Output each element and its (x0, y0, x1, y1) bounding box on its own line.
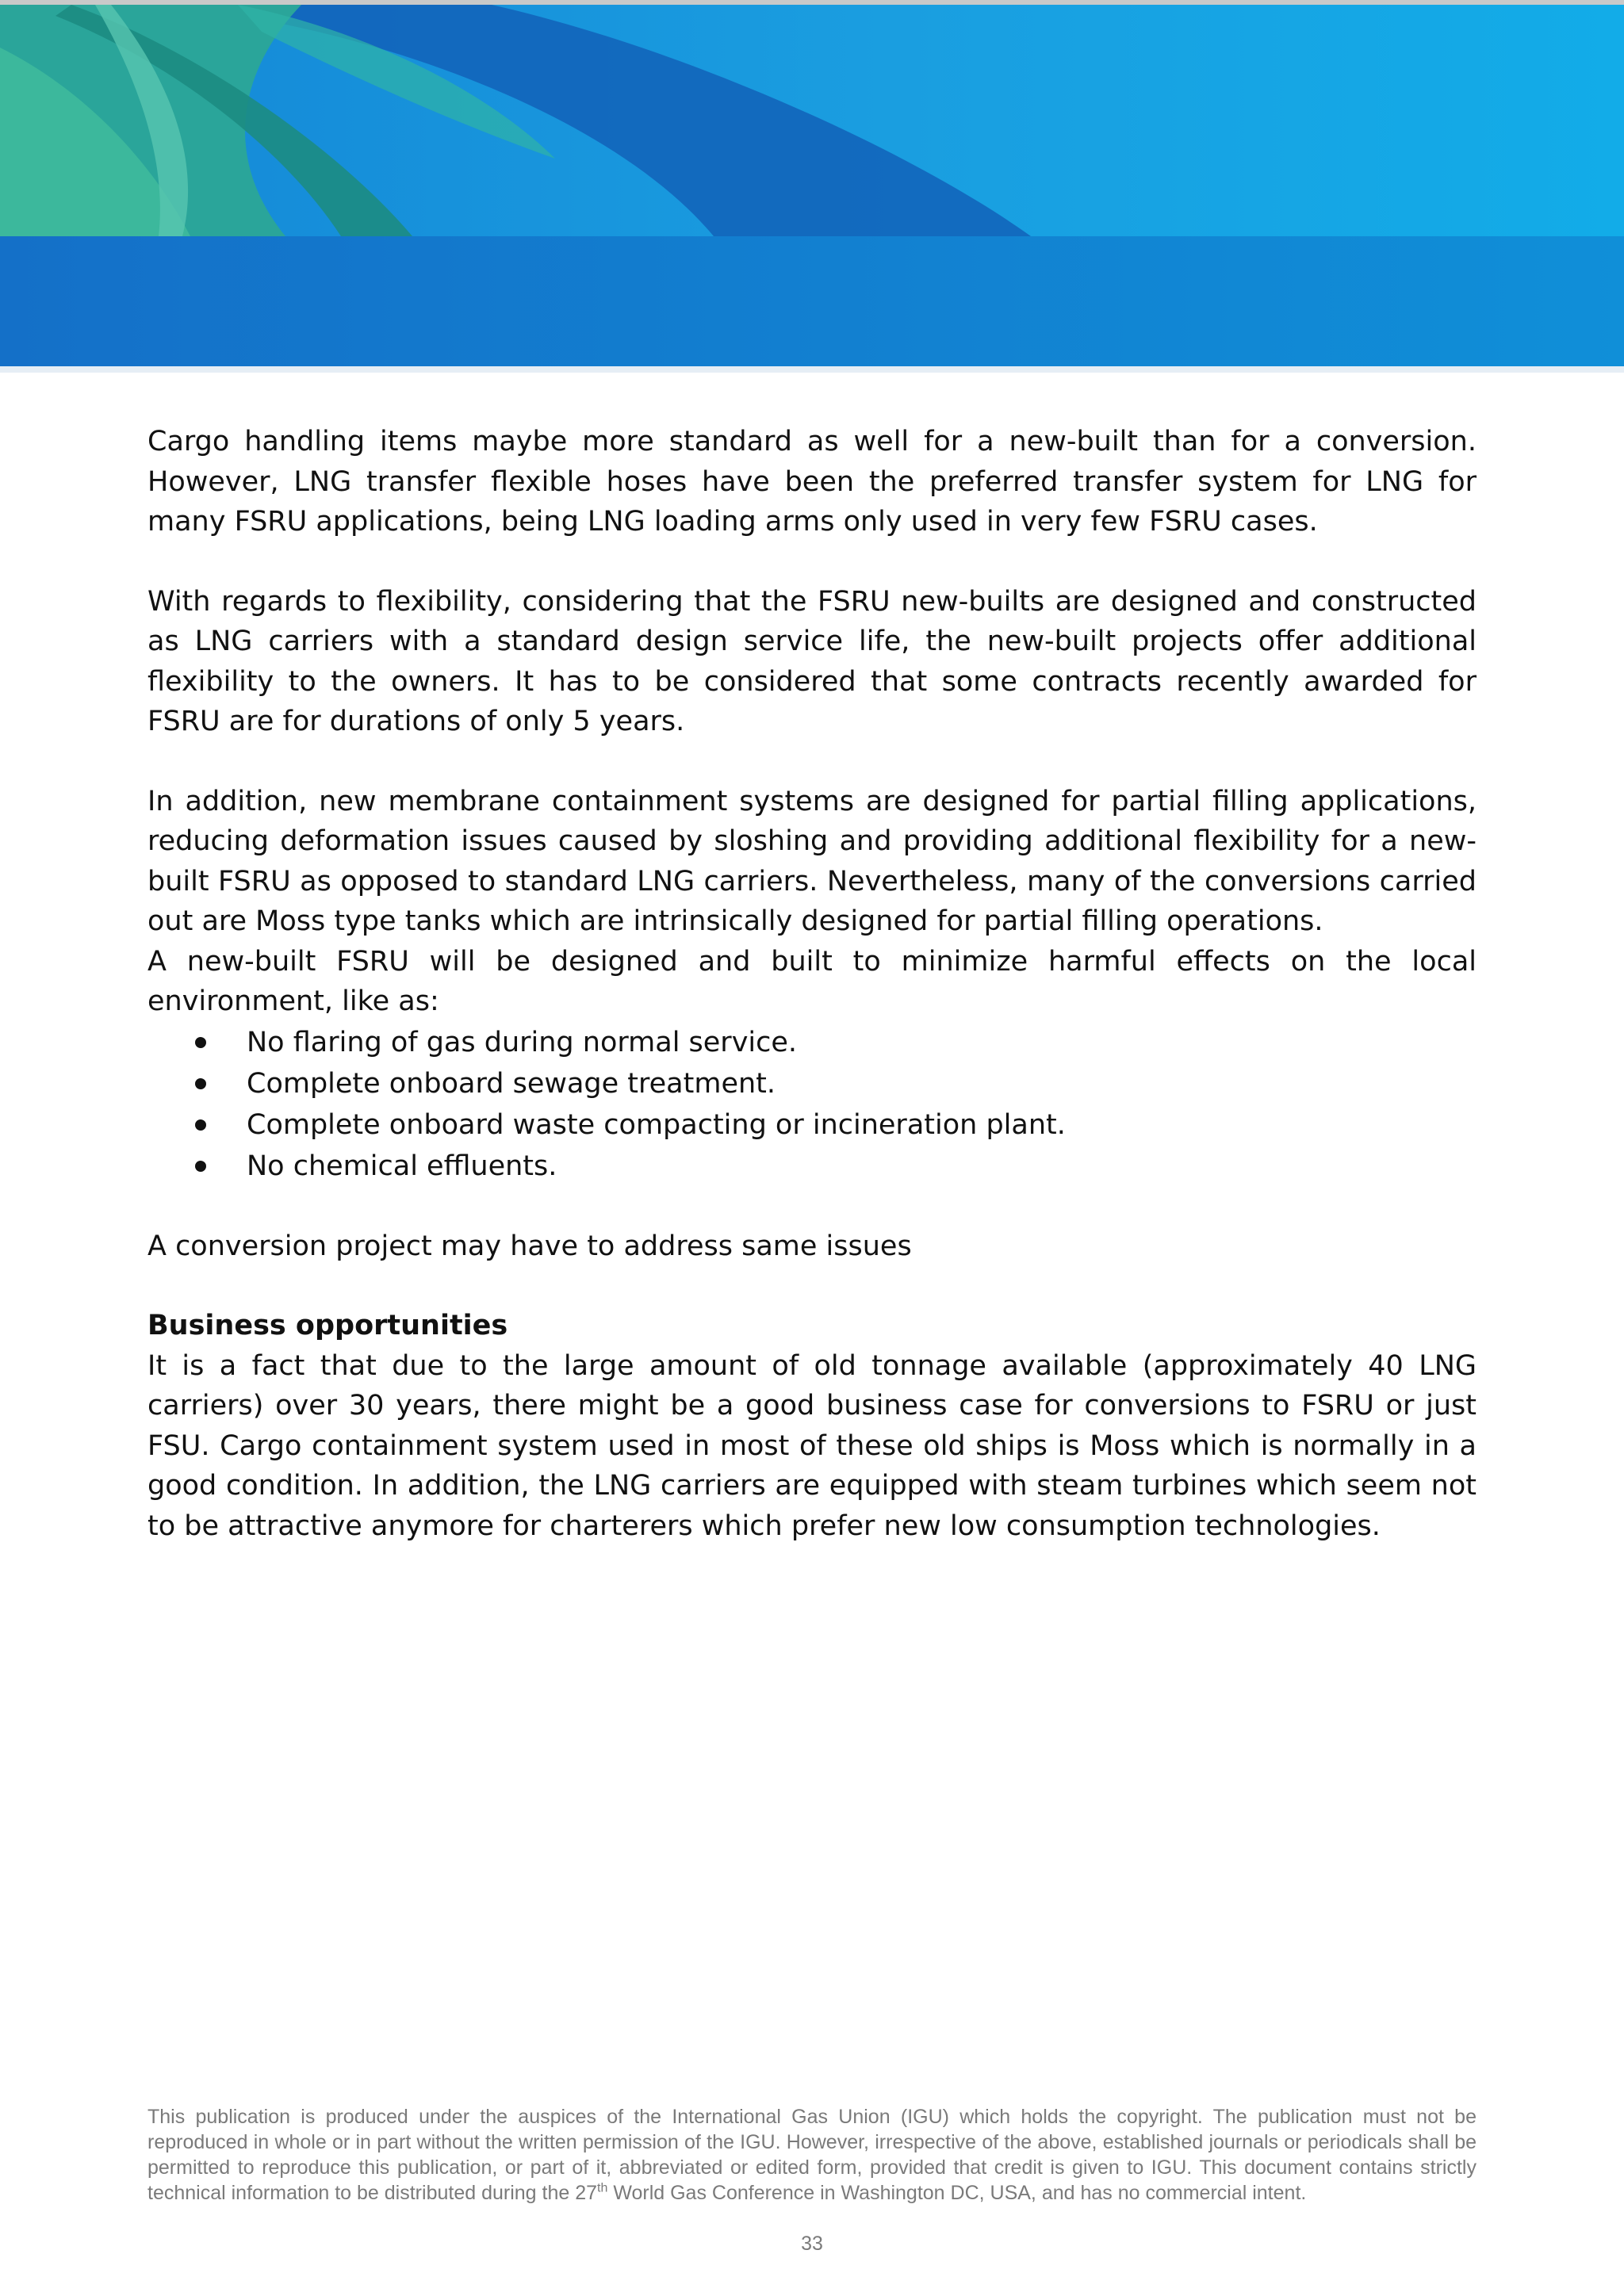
paragraph-business-case: It is a fact that due to the large amount of old tonnage available (approximately 40 LNG carriers) over 30 years, there might be a good business case for conversions to FSRU or just FSU. Cargo containment system used in most of these old ships is Moss which is normally in a good condition. In addition, the LNG carriers are equipped with steam turbines which seem not to be attractive anymore for charterers which prefer new low consumption technologies. (147, 1349, 1477, 1542)
list-item (147, 1022, 1477, 1063)
list-item-text: No flaring of gas during normal service. (247, 1026, 798, 1058)
section-heading-business-opportunities: Business opportunities (147, 1310, 508, 1341)
footer-text: This publication is produced under the auspices of the International Gas Union (IGU) which holds the copyright. The publication must not be reproduced in whole or in part without the written permission of the IGU. However, irrespective of the above, established journals or periodicals shall be permitted to reproduce this publication, or part of it, abbreviated or edited form, provided that credit is given to IGU. This document contains strictly technical information to be distributed during the 27 (147, 2106, 1477, 2204)
header-banner (0, 0, 1624, 373)
page-number: 33 (801, 2233, 823, 2255)
paragraph-conversion-project: A conversion project may have to address same issues (147, 1230, 912, 1262)
list-item-text: No chemical effluents. (247, 1150, 557, 1182)
bullet-icon (195, 1078, 206, 1089)
bullet-icon (195, 1037, 206, 1048)
list-item-text: Complete onboard sewage treatment. (247, 1067, 776, 1100)
paragraph-flexibility: With regards to flexibility, considering that the FSRU new-builts are designed and constructed as LNG carriers with a standard design service life, the new-built projects offer additional flexibility to the owners. It has to be considered that some contracts recently awarded for FSRU are for durations of only 5 years. (147, 585, 1477, 737)
copyright-footer (147, 2104, 1477, 2206)
main-content (147, 422, 1477, 1546)
banner-graphic (0, 0, 1624, 373)
list-item (147, 1146, 1477, 1187)
list-item (147, 1063, 1477, 1104)
bullet-icon (195, 1161, 206, 1172)
bullet-icon (195, 1119, 206, 1131)
paragraph-membrane-systems: In addition, new membrane containment systems are designed for partial filling applications, reducing deformation issues caused by sloshing and providing additional flexibility for a new-built FSRU as opposed to standard LNG carriers. Nevertheless, many of the conversions carried out are Moss type tanks which are intrinsically designed for partial filling operations. (147, 785, 1477, 937)
environment-list (147, 1022, 1477, 1187)
footer-text-end: World Gas Conference in Washington DC, USA, and has no commercial intent. (607, 2182, 1307, 2204)
footer-superscript: th (597, 2181, 608, 2195)
list-item-text: Complete onboard waste compacting or incineration plant. (247, 1108, 1066, 1141)
list-item (147, 1104, 1477, 1146)
paragraph-environment-intro: A new-built FSRU will be designed and built to minimize harmful effects on the local environment, like as: (147, 945, 1477, 1017)
paragraph-cargo-handling: Cargo handling items maybe more standard as well for a new-built than for a conversion. However, LNG transfer flexible hoses have been the preferred transfer system for LNG for many FSRU applications, being LNG loading arms only used in very few FSRU cases. (147, 426, 1477, 538)
